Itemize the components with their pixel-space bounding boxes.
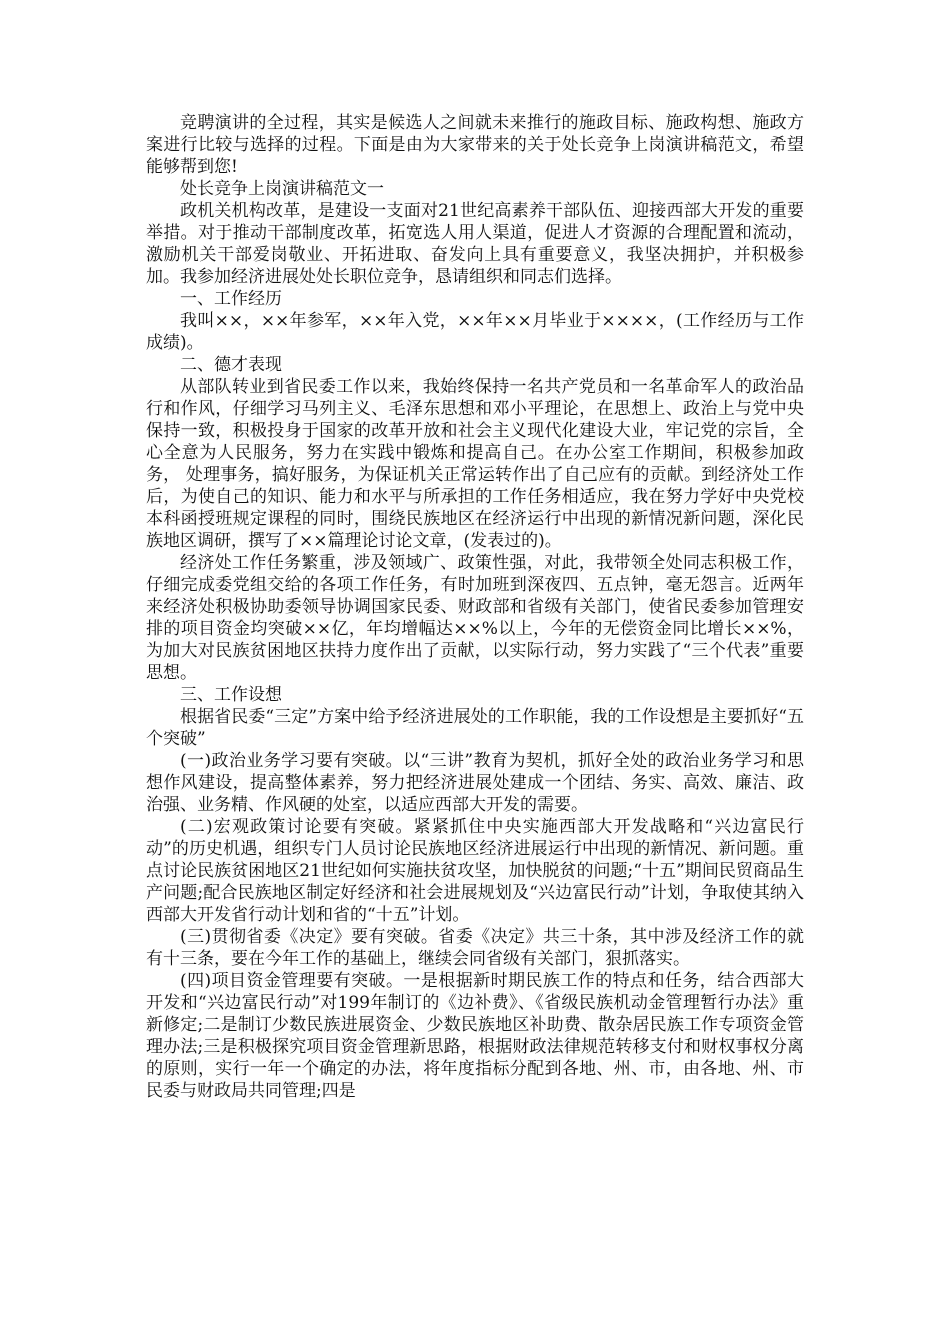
- section-heading: 处长竞争上岗演讲稿范文一: [180, 179, 384, 199]
- body-paragraph: 根据省民委“三定”方案中给予经济进展处的工作职能，我的工作设想是主要抓好“五个突破”: [146, 707, 804, 749]
- body-paragraph: (三)贯彻省委《决定》要有突破。省委《决定》共三十条，其中涉及经济工作的就有十三条，要在今年工作的基础上，继续会同省级有关部门，狠抓落实。: [146, 927, 804, 969]
- body-paragraph: (四)项目资金管理要有突破。一是根据新时期民族工作的特点和任务，结合西部大开发和“兴边富民行动”对199年制订的《边补费》、《省级民族机动金管理暂行办法》重新修定;二是制订少数民族进展资金、少数民族地区补助费、散杂居民族工作专项资金管理办法;三是积极探究项目资金管理新思路，根据财政法律规范转移支付和财权事权分离的原则，实行一年一个确定的办法，将年度指标分配到各地、州、市，由各地、州、市民委与财政局共同管理;四是: [146, 971, 804, 1101]
- body-paragraph: (一)政治业务学习要有突破。以“三讲”教育为契机，抓好全处的政治业务学习和思想作风建设，提高整体素养，努力把经济进展处建成一个团结、务实、高效、廉洁、政治强、业务精、作风硬的处室，以适应西部大开发的需要。: [146, 751, 804, 815]
- body-paragraph: 经济处工作任务繁重，涉及领域广、政策性强，对此，我带领全处同志积极工作，仔细完成委党组交给的各项工作任务，有时加班到深夜四、五点钟，毫无怨言。近两年来经济处积极协助委领导协调国家民委、财政部和省级有关部门，使省民委参加管理安排的项目资金均突破××亿，年均增幅达××%以上，今年的无偿资金同比增长××%，为加大对民族贫困地区扶持力度作出了贡献，以实际行动，努力实践了“三个代表”重要思想。: [146, 553, 804, 683]
- document-body: [146, 112, 804, 1102]
- body-paragraph: 从部队转业到省民委工作以来，我始终保持一名共产党员和一名革命军人的政治品行和作风，仔细学习马列主义、毛泽东思想和邓小平理论，在思想上、政治上与党中央保持一致，积极投身于国家的改革开放和社会主义现代化建设大业，牢记党的宗旨，全心全意为人民服务，努力在实践中锻炼和提高自己。在办公室工作期间，积极参加政务， 处理事务，搞好服务，为保证机关正常运转作出了自己应有的贡献。到经济处工作后，为使自己的知识、能力和水平与所承担的工作任务相适应，我在努力学好中央党校本科函授班规定课程的同时，围绕民族地区在经济运行中出现的新情况新问题，深化民族地区调研，撰写了××篇理论讨论文章，(发表过的)。: [146, 377, 804, 551]
- body-paragraph: 政机关机构改革，是建设一支面对21世纪高素养干部队伍、迎接西部大开发的重要举措。对于推动干部制度改革，拓宽选人用人渠道，促进人才资源的合理配置和流动，激励机关干部爱岗敬业、开拓进取、奋发向上具有重要意义，我坚决拥护，并积极参加。我参加经济进展处处长职位竞争，恳请组织和同志们选择。: [146, 201, 804, 287]
- section-heading: 二、德才表现: [180, 355, 282, 375]
- section-heading: 一、工作经历: [180, 289, 282, 309]
- intro-paragraph: 竞聘演讲的全过程，其实是候选人之间就未来推行的施政目标、施政构想、施政方案进行比较与选择的过程。下面是由为大家带来的关于处长竞争上岗演讲稿范文，希望能够帮到您!: [146, 113, 804, 177]
- section-heading: 三、工作设想: [180, 685, 282, 705]
- body-paragraph: 我叫××，××年参军，××年入党，××年××月毕业于××××，(工作经历与工作成绩)。: [146, 311, 804, 353]
- body-paragraph: (二)宏观政策讨论要有突破。紧紧抓住中央实施西部大开发战略和“兴边富民行动”的历史机遇，组织专门人员讨论民族地区经济进展运行中出现的新情况、新问题。重点讨论民族贫困地区21世纪如何实施扶贫攻坚，加快脱贫的问题;“十五”期间民贸商品生产问题;配合民族地区制定好经济和社会进展规划及“兴边富民行动”计划，争取使其纳入西部大开发省行动计划和省的“十五”计划。: [146, 817, 804, 925]
